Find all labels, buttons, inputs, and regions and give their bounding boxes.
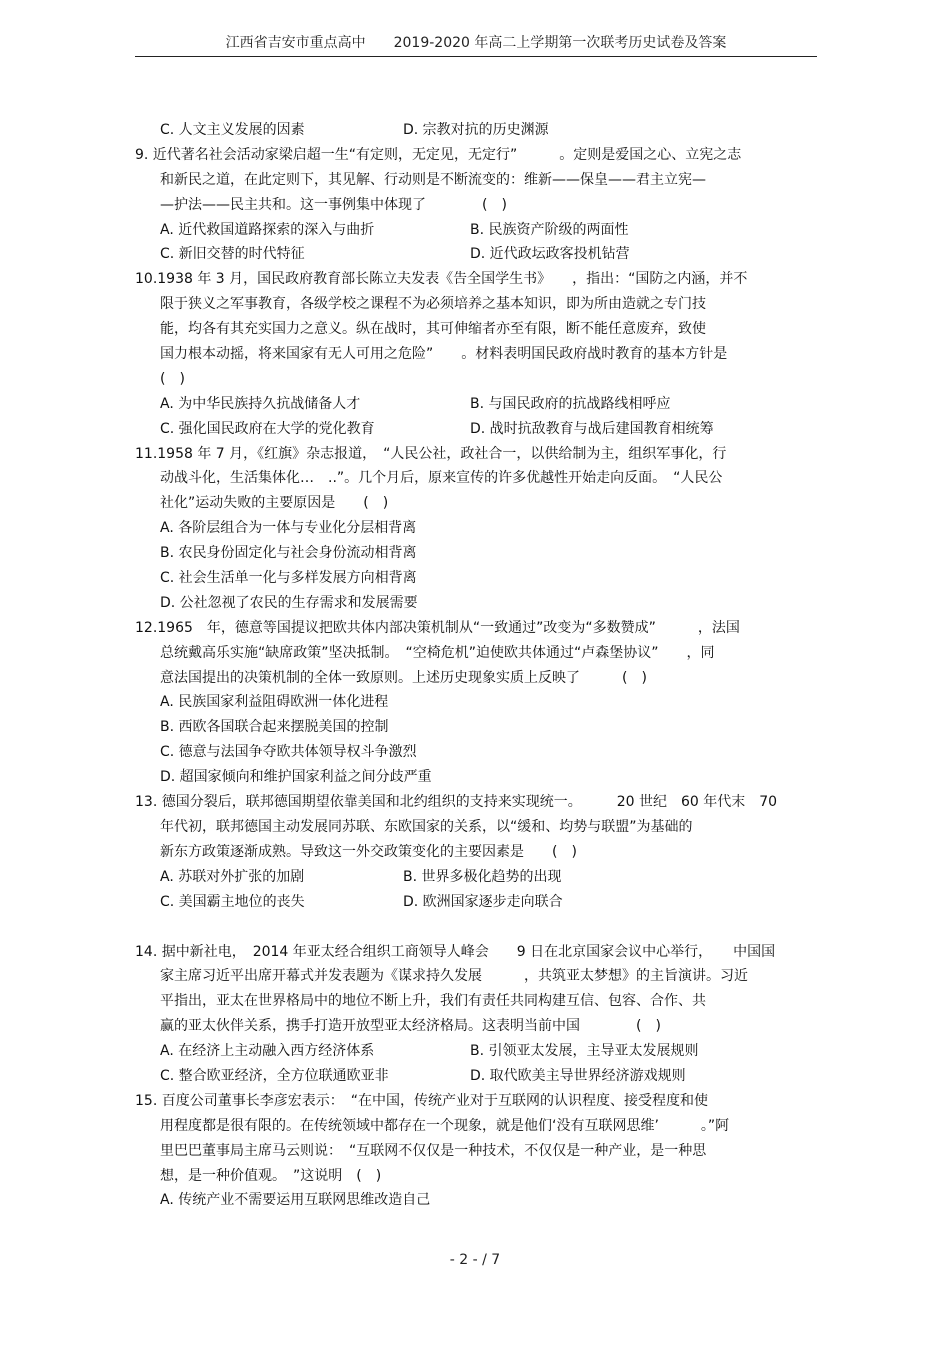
option-a: A. 为中华民族持久抗战储备人才 [160,395,361,412]
page-header: 江西省吉安市重点高中 2019-2020 年高二上学期第一次联考历史试卷及答案 [135,30,817,57]
option-a: A. 在经济上主动融入西方经济体系 [160,1043,375,1060]
options-row [135,218,817,243]
page-number: - 2 - / 7 [449,1252,501,1268]
question-14-stem: 平指出，亚太在世界格局中的地位不断上升，我们有责任共同构建互信、包容、合作、共 [160,993,706,1010]
question-15-stem: 里巴巴董事局主席马云则说： “互联网不仅仅是一种技术，不仅仅是一种产业，是一种思 [160,1142,707,1159]
question-10-stem: 限于狭义之军事教育，各级学校之课程不为必须培养之基本知识，即为所由造就之专门技 [160,296,706,313]
question-9-stem: 9. 近代著名社会活动家梁启超一生“有定则，无定见，无定行” 。定则是爱国之心、立宪之志 [135,146,742,163]
question-14-stem: 14. 据中新社电， 2014 年亚太经合组织工商领导人峰会 9 日在北京国家会议中心举行， 中国国 [135,943,776,960]
option-c: C. 人文主义发展的因素 [160,122,305,138]
options-row [135,417,817,442]
option-d: D. 公社忽视了农民的生存需求和发展需要 [160,594,418,611]
option-c: C. 德意与法国争夺欧共体领导权斗争激烈 [160,744,417,761]
question-15-stem: 15. 百度公司董事长李彦宏表示： “在中国，传统产业对于互联网的认识程度、接受程度和使 [135,1092,708,1109]
option-a: A. 苏联对外扩张的加剧 [160,868,305,885]
question-13-stem: 13. 德国分裂后，联邦德国期望依靠美国和北约组织的支持来实现统一。 20 世纪 60 年代末 70 [135,794,778,811]
option-b: B. 农民身份固定化与社会身份流动相背离 [160,545,417,562]
option-b: B. 民族资产阶级的两面性 [470,221,629,238]
options-row [135,890,817,915]
option-a: A. 各阶层组合为一体与专业化分层相背离 [160,520,417,537]
option-b: B. 引领亚太发展，主导亚太发展规则 [470,1043,699,1060]
question-13-stem: 新东方政策逐渐成熟。导致这一外交政策变化的主要因素是 ( ) [160,843,577,860]
question-11-stem: 11.1958 年 7 月，《红旗》杂志报道， “人民公社，政社合一，以供给制为主，组织军事化，行 [135,445,727,462]
option-d: D. 战时抗敌教育与战后建国教育相统筹 [470,420,714,437]
options-row [135,865,817,890]
option-b: B. 世界多极化趋势的出现 [403,868,562,885]
option-b: B. 西欧各国联合起来摆脱美国的控制 [160,719,389,736]
options-row [135,242,817,267]
question-9-stem: —护法——民主共和。这一事例集中体现了 ( ) [160,196,507,213]
option-c: C. 新旧交替的时代特征 [160,246,305,263]
spacer [135,915,817,940]
option-c: C. 整合欧亚经济，全方位联通欧亚非 [160,1067,389,1084]
options-row [135,392,817,417]
option-d: D. 取代欧美主导世界经济游戏规则 [470,1067,686,1084]
exam-content [135,118,817,1213]
option-c: C. 美国霸主地位的丧失 [160,893,305,910]
option-d: D. 欧洲国家逐步走向联合 [403,893,563,910]
option-b: B. 与国民政府的抗战路线相呼应 [470,395,671,412]
option-d: D. 近代政坛政客投机钻营 [470,246,630,263]
option-a: A. 传统产业不需要运用互联网思维改造自己 [160,1192,431,1209]
question-13-stem: 年代初，联邦德国主动发展同苏联、东欧国家的关系，以“缓和、均势与联盟”为基础的 [160,818,693,835]
question-10-stem: 能，均各有其充实国力之意义。纵在战时，其可伸缩者亦至有限，断不能任意废弃，致使 [160,321,706,338]
options-row [135,118,817,143]
options-row [135,1039,817,1064]
question-10-stem: 10.1938 年 3 月，国民政府教育部长陈立夫发表《告全国学生书》 ，指出：“国防之内涵，并不 [135,271,748,288]
option-d: D. 超国家倾向和维护国家利益之间分歧严重 [160,769,432,786]
question-10-stem: 国力根本动摇，将来国家有无人可用之危险” 。材料表明国民政府战时教育的基本方针是 [160,346,728,363]
option-a: A. 近代救国道路探索的深入与曲折 [160,221,375,238]
question-9-stem: 和新民之道，在此定则下，其见解、行动则是不断流变的：维新——保皇——君主立宪— [160,171,706,188]
question-14-stem: 赢的亚太伙伴关系，携手打造开放型亚太经济格局。这表明当前中国 ( ) [160,1018,661,1035]
option-c: C. 强化国民政府在大学的党化教育 [160,420,375,437]
question-11-stem: 动战斗化，生活集体化… ..”。几个月后，原来宣传的许多优越性开始走向反面。 “人民公 [160,470,723,487]
question-14-stem: 家主席习近平出席开幕式并发表题为《谋求持久发展 ，共筑亚太梦想》的主旨演讲。习近 [160,968,748,985]
question-15-stem: 用程度都是很有限的。在传统领域中都存在一个现象，就是他们‘没有互联网思维’ 。”阿 [160,1117,730,1134]
option-d: D. 宗教对抗的历史渊源 [403,122,549,138]
options-row [135,1064,817,1089]
question-12-stem: 意法国提出的决策机制的全体一致原则。上述历史现象实质上反映了 ( ) [160,669,647,686]
question-15-stem: 想，是一种价值观。 ”这说明 ( ) [160,1167,382,1184]
option-a: A. 民族国家利益阻碍欧洲一体化进程 [160,694,389,711]
question-11-stem: 社化”运动失败的主要原因是 ( ) [160,495,389,512]
question-10-stem: ( ) [160,370,185,387]
question-12-stem: 总统戴高乐实施“缺席政策”坚决抵制。 “空椅危机”迫使欧共体通过“卢森堡协议” ，同 [160,644,715,661]
option-c: C. 社会生活单一化与多样发展方向相背离 [160,570,417,587]
question-12-stem: 12.1965 年，德意等国提议把欧共体内部决策机制从“一致通过”改变为“多数赞成” ，法国 [135,619,740,636]
